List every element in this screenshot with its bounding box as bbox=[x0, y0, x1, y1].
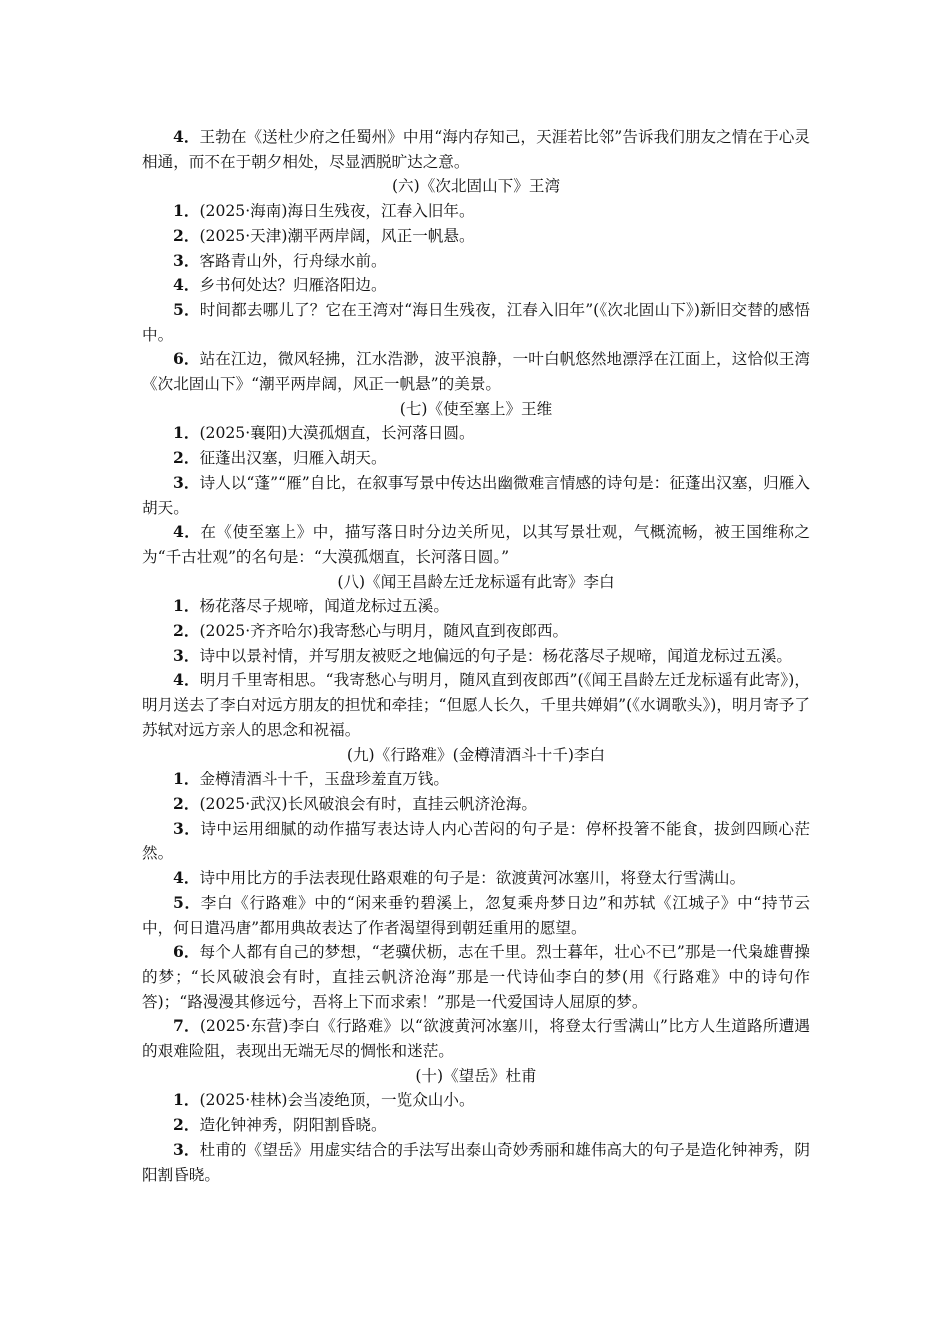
paragraph: 6．每个人都有自己的梦想，“老骥伏枥，志在千里。烈士暮年，壮心不已”那是一代枭雄曹操的梦；“长风破浪会有时，直挂云帆济沧海”那是一代诗仙李白的梦(用《行路难》中的诗句作答)；“路漫漫其修远兮，吾将上下而求索！”那是一代爱国诗人屈原的梦。 bbox=[142, 942, 810, 1011]
paragraph: 4．诗中用比方的手法表现仕路艰难的句子是：欲渡黄河冰塞川，将登太行雪满山。 bbox=[173, 868, 746, 888]
section-heading: (九)《行路难》(金樽清酒斗十千)李白 bbox=[346, 745, 606, 764]
paragraph: 2．征蓬出汉塞，归雁入胡天。 bbox=[173, 448, 387, 468]
paragraph: 2．(2025·武汉)长风破浪会有时，直挂云帆济沧海。 bbox=[173, 793, 537, 813]
paragraph: 4．王勃在《送杜少府之任蜀州》中用“海内存知己，天涯若比邻”告诉我们朋友之情在于心灵相通，而不在于朝夕相处，尽显洒脱旷达之意。 bbox=[142, 127, 810, 171]
paragraph: 3．杜甫的《望岳》用虚实结合的手法写出泰山奇妙秀丽和雄伟高大的句子是造化钟神秀，阴阳割昏晓。 bbox=[142, 1139, 810, 1184]
paragraph: 1．(2025·桂林)会当凌绝顶，一览众山小。 bbox=[173, 1090, 475, 1110]
paragraph: 2．(2025·齐齐哈尔)我寄愁心与明月，随风直到夜郎西。 bbox=[173, 621, 569, 641]
document-page bbox=[142, 125, 810, 1187]
paragraph: 1．(2025·襄阳)大漠孤烟直，长河落日圆。 bbox=[173, 423, 475, 443]
paragraph: 5．时间都去哪儿了？它在王湾对“海日生残夜，江春入旧年”(《次北固山下》)新旧交替的感悟中。 bbox=[142, 299, 811, 344]
section-heading: (七)《使至塞上》王维 bbox=[399, 399, 553, 418]
paragraph: 4．乡书何处达？归雁洛阳边。 bbox=[173, 275, 387, 295]
paragraph: 2．造化钟神秀，阴阳割昏晓。 bbox=[173, 1115, 387, 1135]
section-heading: (六)《次北固山下》王湾 bbox=[391, 177, 561, 196]
paragraph: 5．李白《行路难》中的“闲来垂钓碧溪上，忽复乘舟梦日边”和苏轼《江城子》中“持节云中，何日遣冯唐”都用典故表达了作者渴望得到朝廷重用的愿望。 bbox=[142, 892, 810, 937]
paragraph: 3．诗中以景衬情，并写朋友被贬之地偏远的句子是：杨花落尽子规啼，闻道龙标过五溪。 bbox=[173, 645, 793, 665]
paragraph: 1．(2025·海南)海日生残夜，江春入旧年。 bbox=[173, 201, 475, 221]
section-heading: (八)《闻王昌龄左迁龙标遥有此寄》李白 bbox=[337, 572, 615, 591]
paragraph: 4．在《使至塞上》中，描写落日时分边关所见，以其写景壮观，气概流畅，被王国维称之为“千古壮观”的名句是：“大漠孤烟直，长河落日圆。” bbox=[142, 522, 810, 566]
paragraph: 3．诗中运用细腻的动作描写表达诗人内心苦闷的句子是：停杯投箸不能食，拔剑四顾心茫然。 bbox=[142, 818, 810, 863]
paragraph: 1．金樽清酒斗十千，玉盘珍羞直万钱。 bbox=[173, 769, 449, 789]
section-heading: (十)《望岳》杜甫 bbox=[415, 1066, 537, 1085]
paragraph: 2．(2025·天津)潮平两岸阔，风正一帆悬。 bbox=[173, 225, 475, 245]
paragraph: 1．杨花落尽子规啼，闻道龙标过五溪。 bbox=[173, 596, 449, 616]
paragraph: 4．明月千里寄相思。“我寄愁心与明月，随风直到夜郎西”(《闻王昌龄左迁龙标遥有此寄》)，明月送去了李白对远方朋友的担忧和牵挂；“但愿人长久，千里共婵娟”(《水调歌头》)，明月寄予了苏轼对远方亲人的思念和祝福。 bbox=[142, 670, 811, 739]
paragraph: 6．站在江边，微风轻拂，江水浩渺，波平浪静，一叶白帆悠然地漂浮在江面上，这恰似王湾《次北固山下》“潮平两岸阔，风正一帆悬”的美景。 bbox=[142, 349, 810, 394]
paragraph: 3．诗人以“蓬”“雁”自比，在叙事写景中传达出幽微难言情感的诗句是：征蓬出汉塞，归雁入胡天。 bbox=[142, 472, 810, 517]
paragraph: 7．(2025·东营)李白《行路难》以“欲渡黄河冰塞川，将登太行雪满山”比方人生道路所遭遇的艰难险阻，表现出无端无尽的惆怅和迷茫。 bbox=[142, 1016, 810, 1061]
paragraph: 3．客路青山外，行舟绿水前。 bbox=[173, 250, 387, 270]
